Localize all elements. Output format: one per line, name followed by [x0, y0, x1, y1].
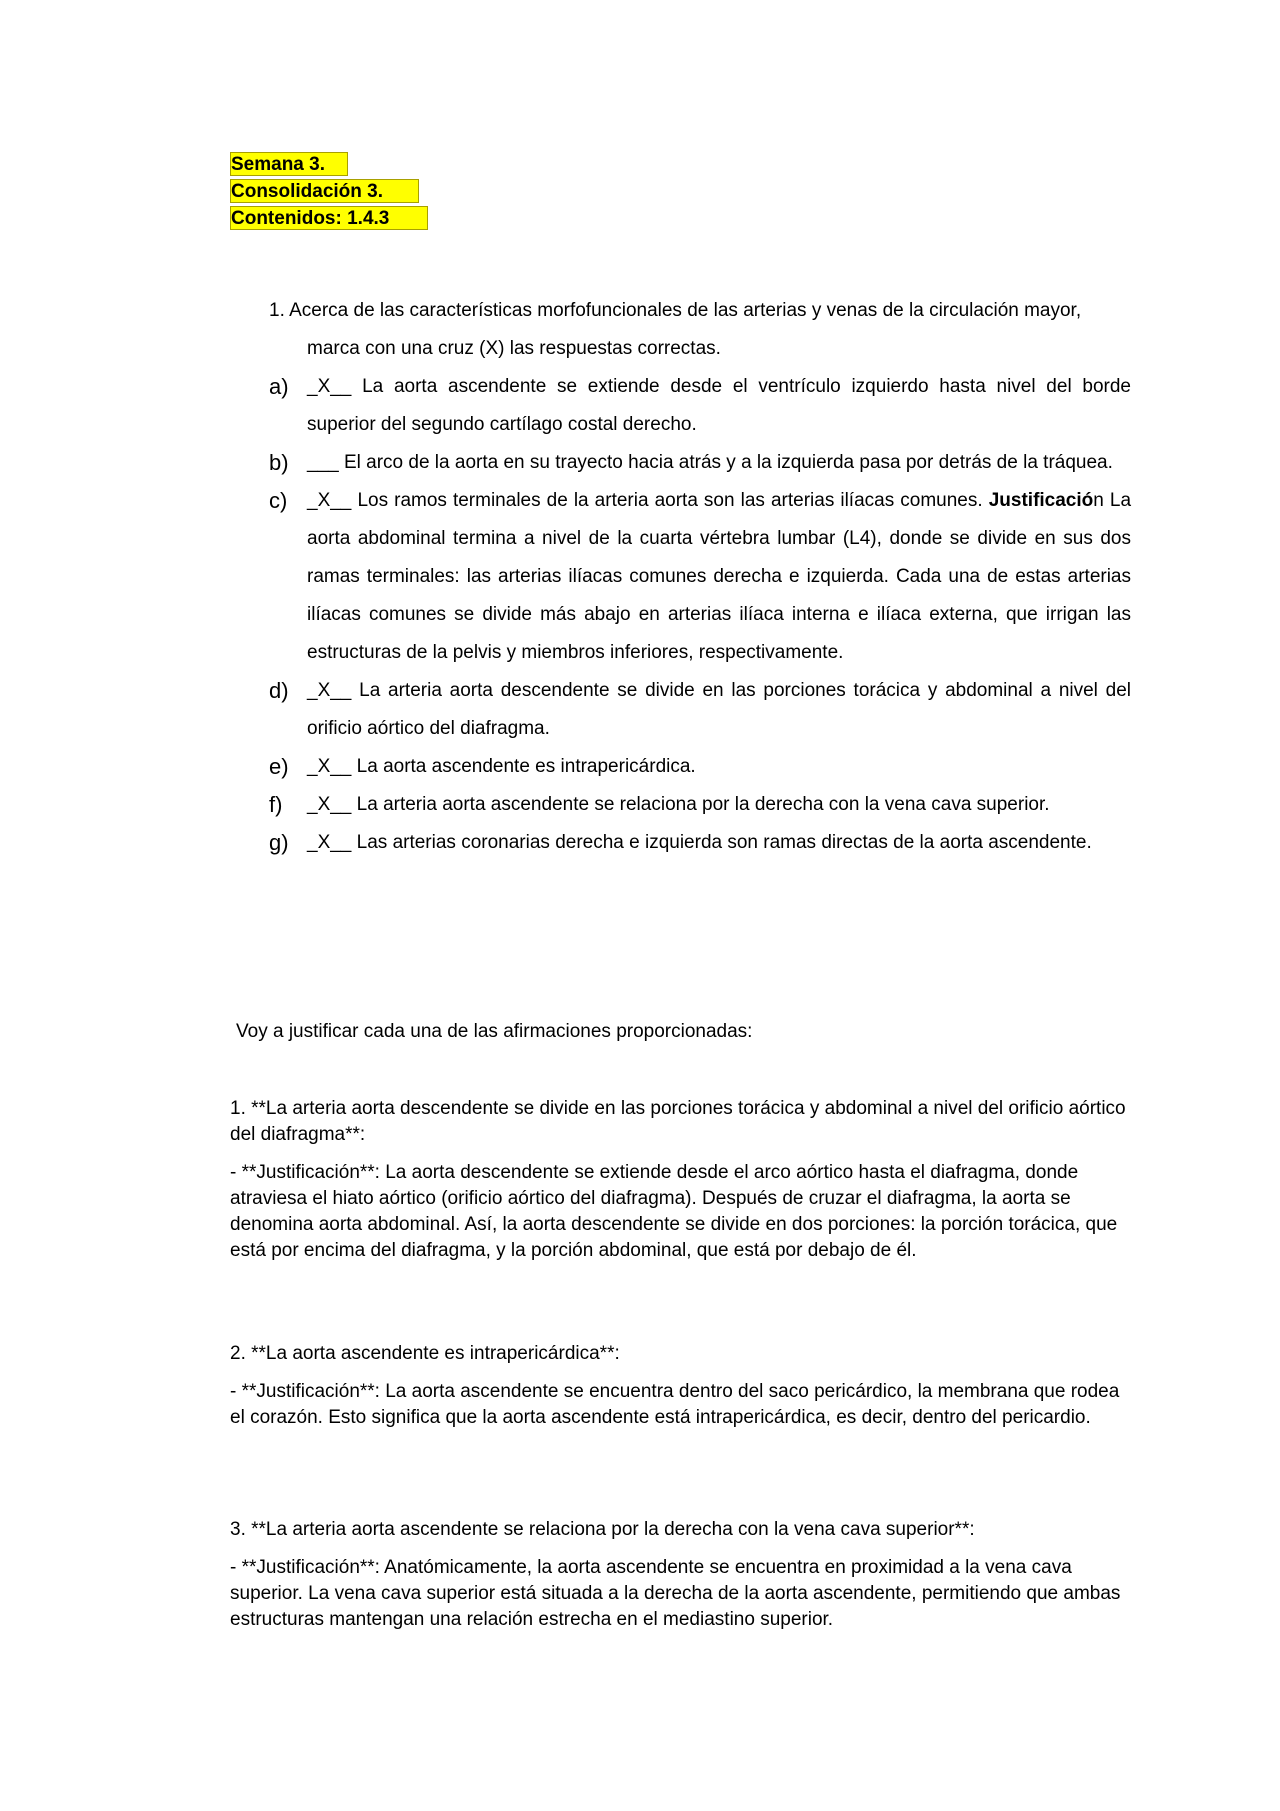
option-text: La aorta ascendente es intrapericárdica.	[356, 756, 696, 777]
question-prompt-text: Acerca de las características morfofuncionales de las arterias y venas de la circulación mayor, marca con una cruz (X) las respuestas correctas.	[289, 300, 1082, 359]
option-answer: _X__	[307, 376, 352, 397]
option-answer: _X__	[307, 490, 352, 511]
question-block	[269, 292, 1131, 862]
option-text: El arco de la aorta en su trayecto hacia atrás y a la izquierda pasa por detrás de la tráquea.	[343, 452, 1113, 473]
option-answer: _X__	[307, 680, 352, 701]
option-letter: d)	[269, 678, 289, 703]
option-answer: _X__	[307, 756, 352, 777]
justification-statement: 3. **La arteria aorta ascendente se relaciona por la derecha con la vena cava superior**:	[230, 1519, 975, 1540]
option-letter: f)	[269, 792, 283, 817]
option-f	[269, 786, 1131, 824]
justification-statement: 2. **La aorta ascendente es intrapericárdica**:	[230, 1343, 620, 1364]
week-label: Semana 3.	[230, 152, 348, 176]
option-letter: b)	[269, 450, 289, 475]
justification-body: - **Justificación**: La aorta descendente se extiende desde el arco aórtico hasta el diafragma, donde atraviesa el hiato aórtico (orificio aórtico del diafragma). Después de cruzar el diafragma, la aorta se denomina aorta abdominal. Así, la aorta descendente se divide en dos porciones: la porción torácica, que está por encima del diafragma, y la porción abdominal, que está por debajo de él.	[230, 1162, 1118, 1261]
option-text: La arteria aorta ascendente se relaciona por la derecha con la vena cava superior.	[356, 794, 1050, 815]
option-answer: ___	[307, 452, 339, 473]
justification-body: - **Justificación**: Anatómicamente, la aorta ascendente se encuentra en proximidad a la vena cava superior. La vena cava superior está situada a la derecha de la aorta ascendente, permitiendo que ambas estructuras mantengan una relación estrecha en el mediastino superior.	[230, 1557, 1121, 1630]
option-answer: _X__	[307, 832, 352, 853]
option-text: Las arterias coronarias derecha e izquierda son ramas directas de la aorta ascendente.	[356, 832, 1092, 853]
option-e	[269, 748, 1131, 786]
justification-text: n La aorta abdominal termina a nivel de la cuarta vértebra lumbar (L4), donde se divide en sus dos ramas terminales: las arterias ilíacas comunes derecha e izquierda. Cada una de estas arterias ilíacas comunes se divide más abajo en arterias ilíaca interna e ilíaca externa, que irrigan las estructuras de la pelvis y miembros inferiores, respectivamente.	[307, 490, 1132, 663]
option-text: Los ramos terminales de la arteria aorta son las arterias ilíacas comunes.	[357, 490, 983, 511]
option-b	[269, 444, 1131, 482]
justification-body: - **Justificación**: La aorta ascendente se encuentra dentro del saco pericárdico, la membrana que rodea el corazón. Esto significa que la aorta ascendente está intrapericárdica, es decir, dentro del pericardio.	[230, 1381, 1120, 1428]
justification-intro: Voy a justificar cada una de las afirmaciones proporcionadas:	[236, 1021, 753, 1042]
option-letter: g)	[269, 830, 289, 855]
option-text: La arteria aorta descendente se divide en las porciones torácica y abdominal a nivel del orificio aórtico del diafragma.	[307, 680, 1132, 739]
option-g	[269, 824, 1131, 862]
option-text: La aorta ascendente se extiende desde el ventrículo izquierdo hasta nivel del borde superior del segundo cartílago costal derecho.	[307, 376, 1131, 435]
option-letter: e)	[269, 754, 289, 779]
justification-statement: 1. **La arteria aorta descendente se divide en las porciones torácica y abdominal a nivel del orificio aórtico del diafragma**:	[230, 1098, 1126, 1145]
option-c	[269, 482, 1131, 672]
question-prompt	[269, 292, 1131, 368]
contents-label: Contenidos: 1.4.3	[230, 206, 428, 230]
option-letter: c)	[269, 488, 288, 513]
justification-block-3	[230, 1517, 1130, 1633]
justification-block-2	[230, 1341, 1130, 1431]
option-a	[269, 368, 1131, 444]
consolidation-label: Consolidación 3.	[230, 179, 419, 203]
question-number: 1.	[269, 300, 285, 321]
justification-block-1	[230, 1096, 1130, 1264]
option-answer: _X__	[307, 794, 352, 815]
option-d	[269, 672, 1131, 748]
option-letter: a)	[269, 374, 289, 399]
justification-label: Justificació	[988, 490, 1094, 511]
